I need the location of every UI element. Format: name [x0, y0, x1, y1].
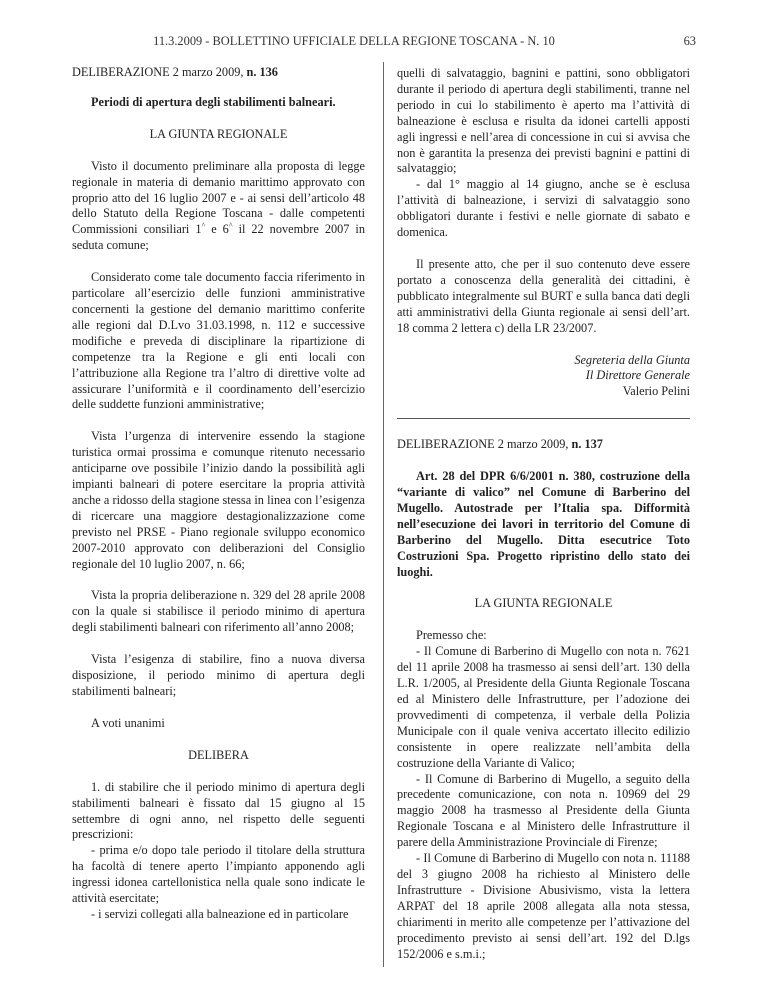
- continuation-text: quelli di salvataggio, bagnini e pattini, sono obbligatori durante il periodo di apertura degli stabilimenti, tranne nel periodo in cui lo stabilimento è aperto ma l’attività di balneazione è esclusa e risulta da idonei cartelli apposti agli ingressi e nell’area di concessione in cui si avvisa che non è garantita la presenza dei previsti bagnini e pattini di salvataggio;: [397, 66, 690, 176]
- section-rule: [397, 418, 690, 419]
- running-title: 11.3.2009 - BOLLETTINO UFFICIALE DELLA REGIONE TOSCANA - N. 10: [153, 34, 555, 48]
- premesso: Premesso che:: [416, 628, 487, 643]
- left-column: [72, 66, 365, 923]
- delibera-heading: DELIBERA: [188, 747, 249, 762]
- signature-title: Il Direttore Generale: [585, 368, 690, 383]
- page-number: 63: [683, 34, 696, 48]
- decision-bullet-1: - prima e/o dopo tale periodo il titolare della struttura ha facoltà di tenere aperto l’impianto apponendo agli ingressi idonea cartellonistica nella quale sono indicate le attività esercitate;: [72, 843, 365, 906]
- deliberation-subject: Periodi di apertura degli stabilimenti balneari.: [91, 94, 336, 109]
- signature-name: Valerio Pelini: [622, 384, 690, 399]
- paragraph-visto-documento: Visto il documento preliminare alla proposta di legge regionale in materia di demanio marittimo approvato con proprio atto del 16 luglio 2007 e - ai sensi dell’articolo 48 dello Statuto della Regione Toscana - dalle competenti Commissioni consiliari 1^ e 6^ il 22 novembre 2007 in seduta comune;: [72, 158, 365, 253]
- decision-bullet-2: - i servizi collegati alla balneazione ed in particolare: [91, 906, 349, 921]
- premise-bullet-2: - Il Comune di Barberino di Mugello, a seguito della precedente comunicazione, con nota n. 10969 del 29 maggio 2008 ha trasmesso al Presidente della Giunta Regionale Toscana e al Ministero delle Infrastrutture il parere della Amministrazione Provinciale di Firenze;: [397, 771, 690, 850]
- deliberation-number: n. 137: [571, 437, 603, 452]
- premise-bullet-1: - Il Comune di Barberino di Mugello con nota n. 7621 del 11 aprile 2008 ha trasmesso ai sensi dell’art. 130 della L.R. 1/2005, al Presidente della Giunta Regionale Toscana ed al Ministero delle Infrastrutture, per l’adozione dei provvedimenti di competenza, il verbale della Polizia Municipale con il quale veniva accertato illecito edilizio consistente in opere realizzate nell’ambita della costruzione della Variante di Valico;: [397, 644, 690, 770]
- paragraph-esigenza: Vista l’esigenza di stabilire, fino a nuova diversa disposizione, il periodo minimo di apertura degli stabilimenti balneari;: [72, 652, 365, 698]
- deliberation-number: n. 136: [246, 65, 278, 79]
- paragraph-considerato: Considerato come tale documento faccia riferimento in particolare all’esercizio delle funzioni amministrative concernenti la gestione del demanio marittimo conferite alle regioni dal D.Lvo 31.03.1998, n. 112 e successive modifiche e preveda di disciplinare la ripartizione di competenze tra la Regione e gli enti locali con l’attribuzione alla Regione tra l’altro di direttive volte ad assicurare l’uniformità e il coordinamento dell’esercizio delle suddette funzioni amministrative;: [72, 270, 365, 412]
- paragraph-deliberazione-329: Vista la propria deliberazione n. 329 del 28 aprile 2008 con la quale si stabilisce il periodo minimo di apertura degli stabilimenti balneari con riferimento all’anno 2008;: [72, 588, 365, 635]
- giunta-heading: LA GIUNTA REGIONALE: [149, 126, 288, 141]
- column-divider: [383, 62, 384, 967]
- paragraph-urgenza: Vista l’urgenza di intervenire essendo la stagione turistica ormai prossima e comunque ritenuto necessario anticiparne ove possibile l’inizio dando la possibilità agli impianti balneari di potere esercitare la propria attività anche a ridosso della stagione stessa in linea con l’esigenza di ricercare una maggiore destagionalizzazione come previsto nel PRSE - Piano regionale sviluppo economico 2007-2010 approvato con deliberazioni del Consiglio regionale del 10 luglio 2007, n. 66;: [72, 429, 365, 571]
- bullet-maggio: - dal 1° maggio al 14 giugno, anche se è esclusa l’attività di balneazione, i servizi di salvataggio sono obbligatori durante i festivi e nelle giornate di sabato e domenica.: [397, 177, 690, 240]
- right-column: [397, 66, 690, 962]
- deliberation-heading-137: DELIBERAZIONE 2 marzo 2009, n. 137: [397, 437, 603, 452]
- giunta-heading: LA GIUNTA REGIONALE: [474, 596, 613, 611]
- deliberation-heading-136: DELIBERAZIONE 2 marzo 2009, n. 136: [72, 65, 278, 79]
- decision-point-1: 1. di stabilire che il periodo minimo di apertura degli stabilimenti balneari è fissato dal 15 giugno al 15 settembre di ogni anno, nel rispetto delle seguenti prescrizioni:: [72, 779, 365, 842]
- deliberation-subject: Art. 28 del DPR 6/6/2001 n. 380, costruzione della “variante di valico” nel Comune di Barberino del Mugello. Autostrade per l’Italia spa. Difformità nell’esecuzione dei lavori in territorio del Comune di Barberino del Mugello. Ditta esecutrice Toto Costruzioni Spa. Progetto ripristino dello stato dei luoghi.: [397, 469, 690, 579]
- paragraph-pubblicazione: Il presente atto, che per il suo contenuto deve essere portato a conoscenza della generalità dei cittadini, è pubblicato integralmente sul BURT e sulla banca dati degli atti amministrativi della Giunta regionale ai sensi dell’art. 18 comma 2 lettera c) della LR 23/2007.: [397, 256, 690, 335]
- page-header: [72, 34, 696, 52]
- premise-bullet-3: - Il Comune di Barberino di Mugello con nota n. 11188 del 3 giugno 2008 ha richiesto al Ministero delle Infrastrutture - Divisione Abusivismo, vista la lettera ARPAT del 18 aprile 2008 allegata alla nota stessa, chiarimenti in merito alle competenze per l’attivazione del procedimento previsto ai sensi dell’art. 192 del D.lgs 152/2006 e s.m.i.;: [397, 851, 690, 961]
- paragraph-voti: A voti unanimi: [91, 715, 165, 730]
- signature-secretariat: Segreteria della Giunta: [574, 352, 690, 367]
